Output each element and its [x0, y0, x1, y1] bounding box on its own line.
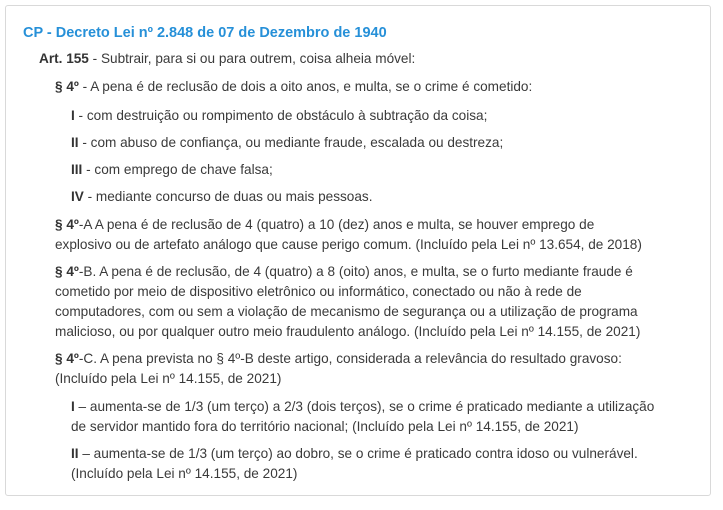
paragraph-4c-label: § 4º: [55, 351, 79, 366]
article-caput: [39, 49, 415, 69]
item-label: I: [71, 108, 75, 123]
paragraph-4-item-1: [71, 106, 487, 126]
item-label: II: [71, 135, 79, 150]
paragraph-4: [55, 77, 532, 97]
law-card: [5, 5, 711, 496]
paragraph-4c: [55, 349, 622, 389]
paragraph-4-item-3: [71, 160, 273, 180]
paragraph-4b-line-2: cometido por meio de dispositivo eletrônico ou informático, conectado ou não à rede de: [55, 284, 582, 299]
article-text: - Subtrair, para si ou para outrem, coisa alheia móvel:: [88, 51, 416, 66]
paragraph-4b-line-4: malicioso, ou por qualquer outro meio fraudulento análogo. (Incluído pela Lei nº 14.155, de 2021): [55, 324, 641, 339]
item-line-2: de servidor mantido fora do território nacional; (Incluído pela Lei nº 14.155, de 2021): [71, 419, 579, 434]
article-label: Art. 155: [39, 51, 89, 66]
paragraph-4-item-4: [71, 187, 373, 207]
item-text: - com abuso de confiança, ou mediante fraude, escalada ou destreza;: [78, 135, 504, 150]
paragraph-4-text: - A pena é de reclusão de dois a oito anos, e multa, se o crime é cometido:: [78, 79, 533, 94]
paragraph-4b-line-3: computadores, com ou sem a violação de mecanismo de segurança ou a utilização de programa: [55, 304, 638, 319]
item-text: - com emprego de chave falsa;: [82, 162, 273, 177]
paragraph-4-label: § 4º: [55, 79, 79, 94]
paragraph-4c-line-1: -C. A pena prevista no § 4º-B deste artigo, considerada a relevância do resultado gravoso:: [78, 351, 622, 366]
paragraph-4a-line-2: explosivo ou de artefato análogo que cause perigo comum. (Incluído pela Lei nº 13.654, de 2018): [55, 237, 642, 252]
paragraph-4b-label: § 4º: [55, 264, 79, 279]
item-line-2: (Incluído pela Lei nº 14.155, de 2021): [71, 466, 298, 481]
paragraph-4a-label: § 4º: [55, 217, 79, 232]
item-line-1: – aumenta-se de 1/3 (um terço) ao dobro, se o crime é praticado contra idoso ou vulnerável.: [78, 446, 638, 461]
paragraph-4b: [55, 262, 640, 342]
item-label: III: [71, 162, 83, 177]
paragraph-4b-line-1: -B. A pena é de reclusão, de 4 (quatro) a 8 (oito) anos, e multa, se o furto mediante fraude é: [78, 264, 633, 279]
paragraph-4a: [55, 215, 642, 255]
item-line-1: – aumenta-se de 1/3 (um terço) a 2/3 (dois terços), se o crime é praticado mediante a utilização: [74, 399, 655, 414]
paragraph-4c-line-2: (Incluído pela Lei nº 14.155, de 2021): [55, 371, 282, 386]
paragraph-4c-item-2: [71, 444, 638, 484]
item-label: I: [71, 399, 75, 414]
item-label: IV: [71, 189, 84, 204]
law-title: CP - Decreto Lei nº 2.848 de 07 de Dezembro de 1940: [23, 25, 387, 41]
paragraph-4c-item-1: [71, 397, 654, 437]
item-label: II: [71, 446, 79, 461]
paragraph-4-item-2: [71, 133, 503, 153]
item-text: - mediante concurso de duas ou mais pessoas.: [83, 189, 373, 204]
item-text: - com destruição ou rompimento de obstáculo à subtração da coisa;: [74, 108, 488, 123]
paragraph-4a-line-1: -A A pena é de reclusão de 4 (quatro) a 10 (dez) anos e multa, se houver emprego de: [78, 217, 595, 232]
